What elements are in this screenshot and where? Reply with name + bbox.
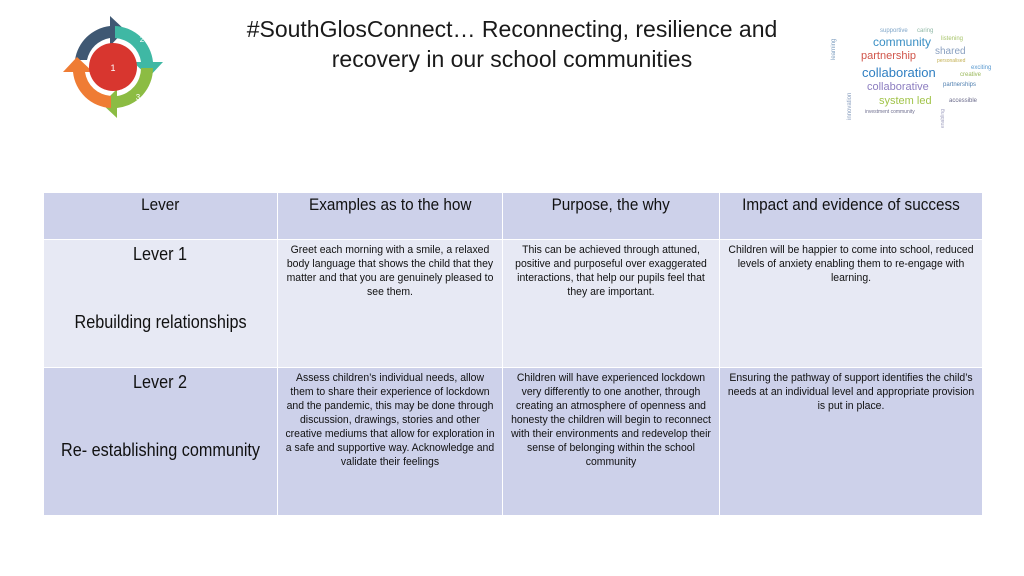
cycle-label-2: 2	[139, 35, 145, 44]
table-row	[44, 368, 983, 516]
word-cloud-word: caring	[917, 28, 934, 34]
table-header-row	[44, 193, 983, 240]
word-cloud-word: exciting	[971, 65, 992, 71]
impact-cell: Ensuring the pathway of support identifies the child’s needs at an individual level and appropriate provision is put in place.	[720, 368, 983, 516]
word-cloud-word: shared	[935, 46, 966, 57]
levers-table	[43, 192, 983, 516]
lever-cell	[44, 368, 278, 516]
column-header-how: Examples as to the how	[278, 193, 503, 240]
word-cloud-word: investment community	[865, 109, 915, 115]
word-cloud-word: listening	[941, 36, 964, 42]
column-header-impact: Impact and evidence of success	[720, 193, 983, 240]
how-cell: Assess children’s individual needs, allow them to share their experience of lockdown and the pandemic, this may be done through discussion, drawings, stories and other creative mediums that allow for exploration in a safe and supportive way. Acknowledge and validate their feelings	[278, 368, 503, 516]
word-cloud-word: creative	[960, 72, 982, 78]
why-cell: This can be achieved through attuned, positive and purposeful over exaggerated interactions, that help our pupils feel that they are important.	[503, 240, 720, 368]
how-cell: Greet each morning with a smile, a relaxed body language that shows the child that they matter and that you are genuinely pleased to see them.	[278, 240, 503, 368]
word-cloud-word: collaboration	[862, 65, 936, 80]
title-line-1: #SouthGlosConnect… Reconnecting, resilience and	[246, 16, 778, 42]
word-cloud-word: supportive	[880, 28, 908, 34]
column-header-lever: Lever	[44, 193, 278, 240]
word-cloud	[825, 28, 1005, 140]
word-cloud-word: partnerships	[943, 82, 977, 88]
table-row	[44, 240, 983, 368]
lever-name: Rebuilding relationships	[74, 312, 247, 332]
cycle-label-4: 4	[73, 89, 79, 98]
impact-cell: Children will be happier to come into school, reduced levels of anxiety enabling them to re-engage with learning.	[720, 240, 983, 368]
lever-name: Re- establishing community	[61, 440, 260, 460]
word-cloud-word: system led	[879, 95, 932, 107]
word-cloud-word: accessible	[949, 98, 978, 104]
word-cloud-word: collaborative	[867, 81, 929, 93]
column-header-why: Purpose, the why	[503, 193, 720, 240]
lever-number: Lever 1	[133, 244, 188, 264]
recovery-cycle-diagram	[55, 10, 170, 125]
word-cloud-word: learning	[831, 38, 837, 60]
title-line-2: recovery in our school communities	[331, 46, 693, 72]
word-cloud-word: community	[873, 35, 932, 49]
word-cloud-word: enabling	[940, 109, 946, 128]
word-cloud-word: innovation	[847, 92, 853, 120]
lever-number: Lever 2	[133, 372, 188, 392]
cycle-center-label: 1	[110, 63, 116, 73]
cycle-label-3: 3	[135, 93, 141, 102]
why-cell: Children will have experienced lockdown very differently to one another, through creating an atmosphere of openness and honesty the children will begin to reconnect with their environments and redevelop their sense of belonging within the school community	[503, 368, 720, 516]
lever-cell	[44, 240, 278, 368]
word-cloud-word: personalised	[937, 58, 966, 64]
page-title	[200, 14, 824, 74]
cycle-label-5: 5	[82, 28, 88, 37]
word-cloud-word: partnership	[861, 50, 917, 62]
